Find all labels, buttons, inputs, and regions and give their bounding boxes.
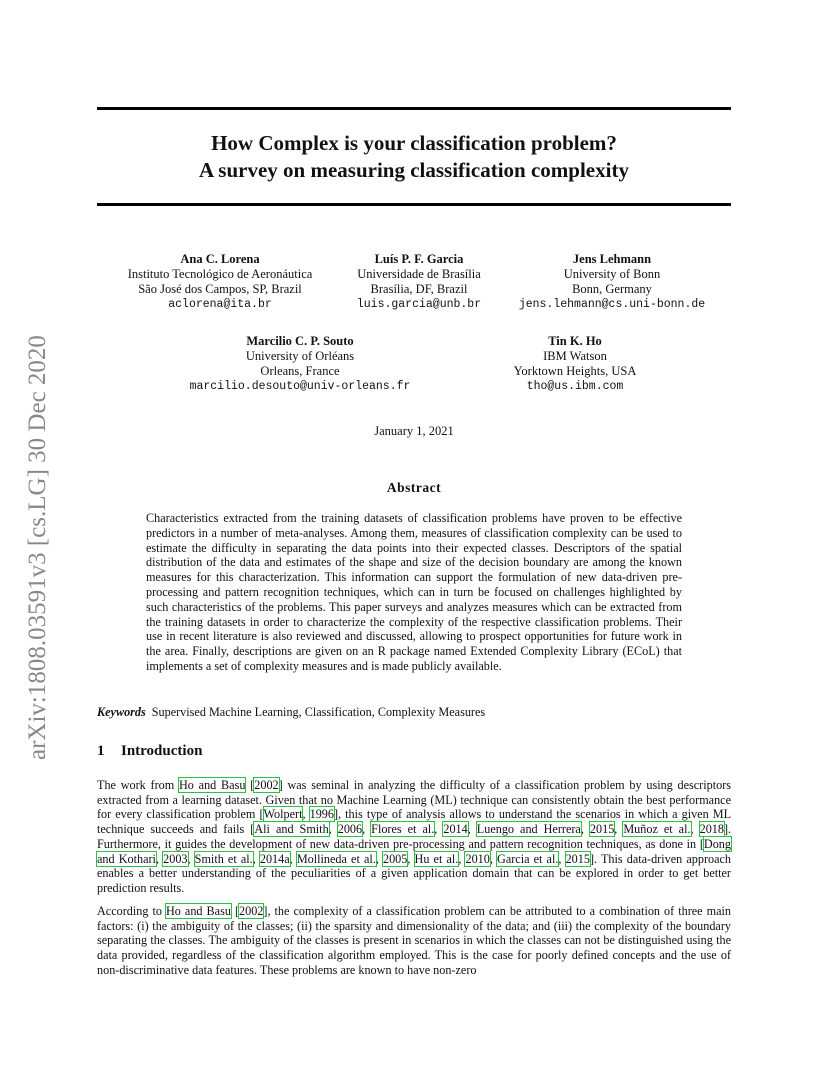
author-location: Bonn, Germany [572, 282, 652, 296]
citation-link[interactable]: 2010 [465, 851, 490, 866]
citation-link[interactable]: Ho and Basu [179, 778, 246, 792]
citation-link[interactable]: Smith et al. [194, 851, 253, 866]
section-number: 1 [97, 743, 105, 759]
text-run: , [155, 851, 164, 866]
author-block-ho [480, 334, 670, 394]
citation-link[interactable]: Flores et al. [371, 822, 435, 837]
author-block-lorena [110, 252, 330, 312]
author-email: jens.lehmann@cs.uni-bonn.de [518, 298, 706, 311]
arxiv-identifier: arXiv:1808.03591v3 [cs.LG] 30 Dec 2020 [24, 335, 51, 760]
author-name: Tin K. Ho [548, 334, 602, 348]
text-run: , [407, 851, 415, 866]
citation-link[interactable]: 2005 [382, 851, 408, 866]
author-affiliation: IBM Watson [543, 349, 607, 363]
author-block-lehmann [508, 252, 716, 312]
citation-link[interactable]: 2018 [699, 822, 724, 837]
author-block-souto [170, 334, 430, 394]
text-run: ]. Furthermore, it guides the development of new data-driven pre-processing and pattern recognition techniques, as done in [ [97, 822, 732, 851]
abstract-heading: Abstract [386, 480, 442, 495]
citation-link[interactable]: Mollineda et al. [296, 851, 376, 866]
author-affiliation: University of Bonn [563, 267, 661, 281]
author-affiliation: Instituto Tecnológico de Aeronáutica [127, 267, 313, 281]
author-email: luis.garcia@unb.br [356, 298, 482, 311]
intro-paragraph-2: According to Ho and Basu [2002], the complexity of a classification problem can be attributed to a combination of three main factors: (i) the ambiguity of the classes; (ii) the sparsity and dimensionality of the data; and (iii) the complexity of the boundary separating the classes. The ambiguity of the classes is present in scenarios in which the classes can not be distinguished using the data provided, regardless of the classification algorithm employed. This is the case for poorly defined concepts and the use of non-discriminative data features. These problems are known to have non-zero [97, 904, 731, 977]
author-affiliation: University of Orléans [245, 349, 355, 363]
text-run: , [187, 851, 195, 866]
author-email: aclorena@ita.br [168, 298, 272, 311]
intro-paragraph-1: The work from Ho and Basu [2002] was seminal in analyzing the difficulty of a classification problem by using descriptors extracted from a learning dataset. Given that no Machine Learning (ML) technique can consistently obtain the best performance for every classification problem [Wolpert, 1996], this type of analysis allows to understand the scenarios in which a given ML technique succeeds and fails [Ali and Smith, 2006, Flores et al., 2014, Luengo and Herrera, 2015, Muñoz et al., 2018]. Furthermore, it guides the development of new data-driven pre-processing and pattern recognition techniques, as done in [Dong and Kothari, 2003, Smith et al., 2014a, Mollineda et al., 2005, Hu et al., 2010, Garcia et al., 2015]. This data-driven approach enables a better understanding of the peculiarities of a given application domain that can be explored in order to get better prediction results. [97, 778, 732, 895]
citation-link[interactable]: 2006 [337, 822, 363, 837]
author-email: tho@us.ibm.com [526, 380, 624, 393]
paper-title [97, 130, 731, 184]
text-run: , [580, 822, 590, 837]
text-run: , [614, 822, 624, 837]
text-run: , [252, 851, 260, 866]
section-heading [97, 743, 202, 760]
author-location: Yorktown Heights, USA [513, 364, 637, 378]
citation-link[interactable]: 2015 [589, 822, 615, 837]
author-email: marcilio.desouto@univ-orleans.fr [189, 380, 411, 393]
text-run: , [375, 851, 383, 866]
text-run: The work from [97, 778, 179, 792]
text-run: , [458, 851, 466, 866]
author-location: São José dos Campos, SP, Brazil [138, 282, 302, 296]
citation-link[interactable]: Hu et al. [414, 851, 459, 866]
citation-link[interactable]: Luengo and Herrera [476, 822, 581, 837]
citation-link[interactable]: 2014a [259, 851, 290, 866]
text-run: , [434, 822, 444, 837]
author-affiliation: Universidade de Brasília [357, 267, 481, 281]
text-run: , [467, 822, 477, 837]
author-name: Luís P. F. Garcia [374, 252, 464, 266]
title-bottom-rule [97, 203, 731, 206]
title-top-rule [97, 107, 731, 110]
text-run: , [289, 851, 297, 866]
keywords-text: Supervised Machine Learning, Classification, Complexity Measures [151, 705, 486, 719]
text-run: ]. This data-driven approach enables a better understanding of the peculiarities of a given application domain that can be explored in order to get better prediction results. [97, 851, 732, 895]
citation-link[interactable]: 2002 [239, 904, 264, 918]
author-name: Marcilio C. P. Souto [246, 334, 354, 348]
text-run: , the complexity of a classification problem can be attributed to a combination of three main factors: (i) the ambiguity of the classes; (ii) the sparsity and dimensionality of the data; and (iii) the complexity of the boundary separating the classes. The ambiguity of the classes is present in scenarios in which the classes can not be distinguished using the data provided, regardless of the classification algorithm employed. This is the case for poorly defined concepts and the use of non-discriminative data features. These problems are known to have non-zero [97, 904, 731, 977]
citation-link[interactable]: 2015 [565, 851, 590, 866]
text-run: , [558, 851, 566, 866]
citation-link[interactable]: Ho and Basu [165, 904, 231, 918]
author-name: Jens Lehmann [572, 252, 652, 266]
citation-link[interactable]: 2003 [163, 851, 188, 866]
citation-link[interactable]: Muñoz et al. [623, 822, 691, 837]
citation-link[interactable]: Ali and Smith [254, 822, 329, 837]
text-run: , [362, 822, 372, 837]
text-run: was seminal in analyzing the difficulty of a classification problem by using descriptors extracted from a learning dataset. Given that no Machine Learning (ML) technique can consistently obtain the best performance for every classification problem [ [97, 778, 732, 822]
text-run: , [489, 851, 498, 866]
keywords-label: Keywords [97, 705, 146, 719]
publication-date: January 1, 2021 [374, 424, 454, 438]
text-run: ], this type of analysis allows to understand the scenarios in which a given ML technique succeeds and fails [ [97, 807, 732, 837]
citation-link[interactable]: 2002 [254, 778, 279, 792]
keywords [97, 705, 731, 720]
text-run: , [302, 807, 310, 822]
section-title: Introduction [121, 743, 203, 759]
author-name: Ana C. Lorena [180, 252, 260, 266]
title-line-1: How Complex is your classification problem? [211, 131, 617, 155]
abstract-text: Characteristics extracted from the training datasets of classification problems have proven to be effective predictors in a number of meta-analyses. Among them, measures of classification complexity can be used to estimate the difficulty in separating the data points into their expected classes. Descriptors of the spatial distribution of the data and estimates of the shape and size of the decision boundary are among the known measures for this characterization. This information can support the formulation of new data-driven pre-processing and pattern recognition techniques, which can in turn be focused on challenges highlighted by such characteristics of the problems. This paper surveys and analyzes measures which can be extracted from the training datasets in order to characterize the complexity of the respective classification problems. Their use in recent literature is also reviewed and discussed, allowing to prospect opportunities for future work in the area. Finally, descriptions are given on an R package named Extended Complexity Library (ECoL) that implements a set of complexity measures and is made publicly available. [146, 511, 682, 673]
citation-link[interactable]: 2014 [443, 822, 468, 837]
citation-link[interactable]: Garcia et al. [497, 851, 559, 866]
author-location: Brasília, DF, Brazil [370, 282, 468, 296]
title-line-2: A survey on measuring classification complexity [199, 158, 629, 182]
author-block-garcia [334, 252, 504, 312]
citation-link[interactable]: 1996 [309, 807, 334, 822]
author-location: Orleans, France [260, 364, 340, 378]
text-run: , [328, 822, 338, 837]
citation-link[interactable]: Dong and Kothari [97, 836, 731, 866]
text-run: According to [97, 904, 166, 918]
text-run: , [690, 822, 700, 837]
citation-link[interactable]: Wolpert [263, 807, 303, 822]
